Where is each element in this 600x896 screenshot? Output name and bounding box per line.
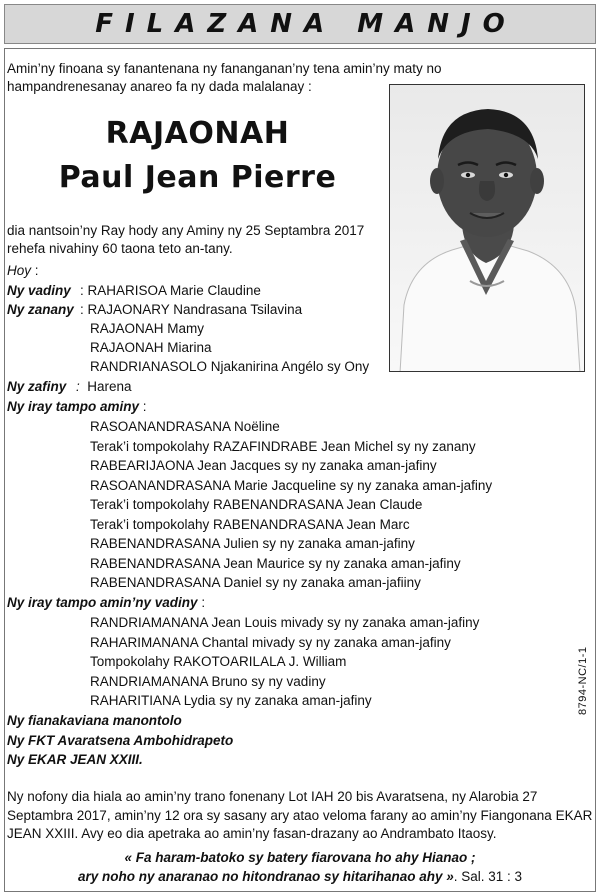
iray-tampo-member: RASOANANDRASANA Noëline (90, 419, 280, 434)
zafiny-value (76, 378, 132, 396)
zanany-member: RAJAONAH Miarina (90, 340, 212, 355)
iray-tampo-sep: : (139, 399, 147, 414)
iray-tampo-row (7, 398, 147, 416)
verse-line-2 (4, 868, 596, 886)
iray-tampo-label: Ny iray tampo aminy (7, 399, 140, 414)
vadiny-row (7, 282, 71, 300)
zanany-label: Ny zanany (7, 302, 74, 317)
zanany-member: RAJAONAH Mamy (90, 321, 205, 336)
verse-text-1: « Fa haram-batoko sy batery fiarovana ho ahy Hianao ; (124, 850, 476, 865)
vadiny-value (80, 282, 261, 300)
vadiny-sep: : (80, 283, 88, 298)
closing-text: Ny nofony dia hiala ao amin’ny trano fonenany Lot IAH 20 bis Avaratsena, ny Alarobia 27 Septambra 2017, amin’ny 12 ora sy sasany ary atao veloma farany ao amin’ny Fiangonana EKAR JEAN XXIII. Avy eo dia apetraka ao amin’ny fasan-drazany ao Andrambato Itaosy. (7, 789, 593, 841)
iray-tampo-vadiny-sep: : (197, 595, 206, 610)
verse-line-1 (4, 849, 596, 867)
portrait-photo (389, 84, 585, 372)
hoy-colon: : (31, 263, 39, 278)
iray-tampo-member: Terak’i tompokolahy RAZAFINDRABE Jean Michel sy ny zanany (90, 438, 476, 454)
zanany-sep: : (80, 302, 88, 317)
iray-tampo-member: RASOANANDRASANA Marie Jacqueline sy ny zanaka aman-jafiny (90, 477, 493, 493)
iray-tampo-member: Terak’i tompokolahy RABENANDRASANA Jean Marc (90, 516, 410, 532)
zanany-member: RANDRIANASOLO Njakanirina Angélo sy Ony (90, 359, 370, 374)
verse-reference: . Sal. 31 : 3 (453, 869, 523, 884)
iray-tampo-member: RABENANDRASANA Julien sy ny zanaka aman-jafiny (90, 536, 415, 551)
iray-tampo-member: Terak’i tompokolahy RABENANDRASANA Jean Claude (90, 497, 423, 512)
header-title: FILAZANA MANJO (95, 9, 517, 39)
deceased-given-names: Paul Jean Pierre (58, 160, 337, 195)
hoy-line (7, 262, 39, 280)
vadiny-label: Ny vadiny (7, 283, 71, 298)
fianakaviana-line: Ny fianakaviana manontolo (7, 713, 182, 728)
hoy-label: Hoy (7, 263, 32, 278)
zanany-row (7, 301, 74, 319)
zafiny-row (7, 378, 66, 396)
zafiny-sep: : (76, 379, 80, 394)
intro-text: Amin’ny finoana sy fanantenana ny fananganan’ny tena amin’ny maty no hampandrenesanay anareo fa ny dada malalanay : (7, 61, 442, 94)
deceased-surname: RAJAONAH (105, 116, 290, 151)
ekar-line: Ny EKAR JEAN XXIII. (7, 752, 143, 767)
zanany-name: RAJAONARY Nandrasana Tsilavina (87, 302, 303, 317)
iray-tampo-vadiny-member: RAHARITIANA Lydia sy ny zanaka aman-jafiny (90, 693, 372, 708)
vadiny-name: RAHARISOA Marie Claudine (87, 283, 261, 298)
header-banner (4, 4, 596, 44)
death-notice: dia nantsoin’ny Ray hody any Aminy ny 25 Septambra 2017 rehefa nivahiny 60 taona teto an-tany. (7, 223, 365, 256)
zafiny-label: Ny zafiny (7, 379, 67, 394)
verse-text-2: ary noho ny anaranao no hitondranao sy hitarihanao ahy » (77, 869, 454, 884)
iray-tampo-member: RABENANDRASANA Jean Maurice sy ny zanaka aman-jafiny (90, 555, 461, 571)
reference-code: 8794-NC/1-1 (577, 646, 589, 715)
iray-tampo-vadiny-member: RANDRIAMANANA Jean Louis mivady sy ny zanaka aman-jafiny (90, 615, 480, 630)
iray-tampo-vadiny-member: RAHARIMANANA Chantal mivady sy ny zanaka aman-jafiny (90, 634, 451, 650)
iray-tampo-member: RABEARIJAONA Jean Jacques sy ny zanaka aman-jafiny (90, 458, 437, 473)
iray-tampo-vadiny-label: Ny iray tampo amin’ny vadiny (7, 595, 198, 610)
iray-tampo-vadiny-row (7, 594, 205, 612)
fkt-line: Ny FKT Avaratsena Ambohidrapeto (7, 732, 234, 748)
iray-tampo-vadiny-member: RANDRIAMANANA Bruno sy ny vadiny (90, 673, 326, 689)
iray-tampo-vadiny-member: Tompokolahy RAKOTOARILALA J. William (90, 654, 347, 669)
zafiny-name: Harena (87, 379, 132, 394)
iray-tampo-member: RABENANDRASANA Daniel sy ny zanaka aman-jafiiny (90, 575, 421, 590)
zanany-value (80, 301, 302, 319)
portrait-illustration (390, 85, 585, 372)
